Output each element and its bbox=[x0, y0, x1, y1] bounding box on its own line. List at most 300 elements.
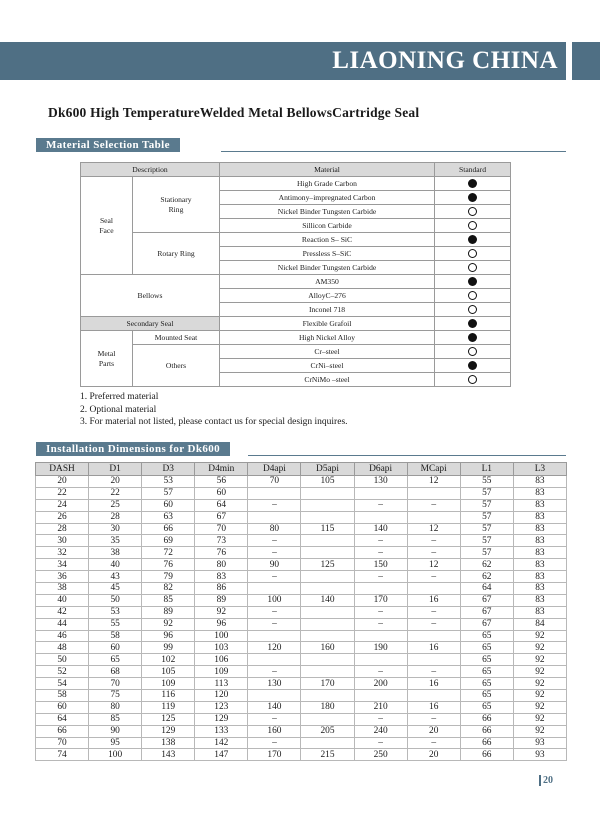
standard-cell bbox=[435, 317, 511, 331]
standard-cell bbox=[435, 359, 511, 373]
table-cell: 38 bbox=[36, 583, 89, 595]
column-header: L1 bbox=[460, 463, 513, 476]
standard-cell bbox=[435, 261, 511, 275]
stationary-ring-label: Stationary Ring bbox=[133, 177, 220, 233]
column-header: MCapi bbox=[407, 463, 460, 476]
table-cell: 103 bbox=[195, 642, 248, 654]
table-cell bbox=[354, 690, 407, 702]
table-cell: – bbox=[407, 606, 460, 618]
table-cell: 92 bbox=[513, 725, 566, 737]
table-cell: 125 bbox=[301, 559, 354, 571]
table-cell: 89 bbox=[142, 606, 195, 618]
table-cell: 65 bbox=[460, 701, 513, 713]
table-cell: 240 bbox=[354, 725, 407, 737]
section-rule bbox=[248, 455, 566, 456]
table-cell bbox=[301, 666, 354, 678]
table-cell: 35 bbox=[89, 535, 142, 547]
table-cell: – bbox=[248, 571, 301, 583]
section-heading-dimensions bbox=[36, 442, 566, 456]
table-cell: 16 bbox=[407, 594, 460, 606]
table-cell: 12 bbox=[407, 476, 460, 488]
table-cell: 67 bbox=[195, 511, 248, 523]
table-cell: 83 bbox=[513, 547, 566, 559]
table-cell: 45 bbox=[89, 583, 142, 595]
table-row bbox=[81, 345, 511, 359]
mounted-seat-label: Mounted Seat bbox=[133, 331, 220, 345]
table-cell: – bbox=[248, 618, 301, 630]
table-cell: 66 bbox=[36, 725, 89, 737]
table-cell: 30 bbox=[89, 523, 142, 535]
table-cell bbox=[301, 499, 354, 511]
table-cell bbox=[248, 487, 301, 499]
table-row bbox=[36, 642, 567, 654]
optional-circle-icon bbox=[468, 221, 477, 230]
table-cell: 92 bbox=[513, 713, 566, 725]
table-cell: 64 bbox=[460, 583, 513, 595]
header-banner bbox=[0, 42, 600, 80]
table-cell bbox=[407, 654, 460, 666]
table-cell: 83 bbox=[513, 487, 566, 499]
standard-cell bbox=[435, 233, 511, 247]
material-cell: High Nickel Alloy bbox=[220, 331, 435, 345]
table-cell: 96 bbox=[142, 630, 195, 642]
table-row bbox=[36, 511, 567, 523]
table-cell bbox=[407, 487, 460, 499]
table-cell: 22 bbox=[36, 487, 89, 499]
table-cell: 57 bbox=[460, 487, 513, 499]
table-cell: 57 bbox=[460, 535, 513, 547]
table-row bbox=[36, 535, 567, 547]
table-cell: 40 bbox=[36, 594, 89, 606]
table-cell: 32 bbox=[36, 547, 89, 559]
table-cell: 57 bbox=[142, 487, 195, 499]
table-cell: 57 bbox=[460, 523, 513, 535]
table-cell: – bbox=[248, 499, 301, 511]
table-cell bbox=[301, 487, 354, 499]
table-cell: 93 bbox=[513, 749, 566, 761]
table-cell: 50 bbox=[36, 654, 89, 666]
table-cell: 76 bbox=[195, 547, 248, 559]
table-row bbox=[81, 177, 511, 191]
table-cell bbox=[248, 630, 301, 642]
table-cell: 210 bbox=[354, 701, 407, 713]
table-cell: 80 bbox=[89, 701, 142, 713]
header-standard: Standard bbox=[435, 163, 511, 177]
table-cell: 92 bbox=[513, 630, 566, 642]
table-cell: 105 bbox=[142, 666, 195, 678]
table-cell: 60 bbox=[36, 701, 89, 713]
table-cell: 65 bbox=[460, 642, 513, 654]
optional-circle-icon bbox=[468, 291, 477, 300]
column-header: D1 bbox=[89, 463, 142, 476]
section-rule bbox=[221, 151, 566, 152]
installation-dimensions-table bbox=[35, 462, 567, 761]
table-cell: 83 bbox=[513, 606, 566, 618]
table-cell bbox=[248, 511, 301, 523]
others-label: Others bbox=[133, 345, 220, 387]
table-cell: 105 bbox=[301, 476, 354, 488]
table-cell bbox=[301, 547, 354, 559]
table-cell: 83 bbox=[513, 511, 566, 523]
table-cell: 20 bbox=[36, 476, 89, 488]
preferred-dot-icon bbox=[468, 319, 477, 328]
secondary-seal-label: Secondary Seal bbox=[81, 317, 220, 331]
table-cell: 52 bbox=[36, 666, 89, 678]
table-cell: 67 bbox=[460, 594, 513, 606]
material-selection-table bbox=[80, 162, 511, 387]
table-cell: 83 bbox=[513, 476, 566, 488]
table-cell: 95 bbox=[89, 737, 142, 749]
table-cell: 66 bbox=[460, 713, 513, 725]
table-cell: 90 bbox=[89, 725, 142, 737]
table-cell bbox=[301, 511, 354, 523]
table-cell: 180 bbox=[301, 701, 354, 713]
material-cell: Cr–steel bbox=[220, 345, 435, 359]
table-cell: 60 bbox=[89, 642, 142, 654]
table-row bbox=[36, 713, 567, 725]
table-cell: 65 bbox=[89, 654, 142, 666]
table-cell: 100 bbox=[248, 594, 301, 606]
table-row bbox=[36, 737, 567, 749]
table-row bbox=[36, 571, 567, 583]
table-cell: 140 bbox=[248, 701, 301, 713]
table-cell: 40 bbox=[89, 559, 142, 571]
table-cell: 190 bbox=[354, 642, 407, 654]
table-cell: – bbox=[354, 618, 407, 630]
table-row bbox=[36, 583, 567, 595]
table-cell: – bbox=[354, 737, 407, 749]
table-row bbox=[36, 559, 567, 571]
standard-cell bbox=[435, 303, 511, 317]
table-cell: 58 bbox=[36, 690, 89, 702]
table-cell: 62 bbox=[460, 559, 513, 571]
table-cell: 24 bbox=[36, 499, 89, 511]
table-cell bbox=[407, 511, 460, 523]
table-cell: 16 bbox=[407, 642, 460, 654]
column-header: D4api bbox=[248, 463, 301, 476]
table-cell: 30 bbox=[36, 535, 89, 547]
table-cell: 147 bbox=[195, 749, 248, 761]
table-cell: 119 bbox=[142, 701, 195, 713]
note-item: 3. For material not listed, please contact us for special design inquires. bbox=[80, 417, 348, 427]
table-cell: 170 bbox=[248, 749, 301, 761]
table-cell: – bbox=[248, 713, 301, 725]
material-cell: Nickel Binder Tungsten Carbide bbox=[220, 261, 435, 275]
table-cell: 120 bbox=[248, 642, 301, 654]
table-cell: 79 bbox=[142, 571, 195, 583]
table-cell: 34 bbox=[36, 559, 89, 571]
table-cell: 92 bbox=[195, 606, 248, 618]
optional-circle-icon bbox=[468, 347, 477, 356]
table-cell: 89 bbox=[195, 594, 248, 606]
table-cell bbox=[407, 583, 460, 595]
table-cell: 64 bbox=[195, 499, 248, 511]
table-cell: 170 bbox=[301, 678, 354, 690]
table-cell: 83 bbox=[513, 594, 566, 606]
table-cell: – bbox=[354, 499, 407, 511]
table-cell: 83 bbox=[513, 499, 566, 511]
standard-cell bbox=[435, 331, 511, 345]
table-cell: 54 bbox=[36, 678, 89, 690]
table-cell bbox=[354, 583, 407, 595]
standard-cell bbox=[435, 219, 511, 233]
standard-cell bbox=[435, 191, 511, 205]
table-cell bbox=[301, 690, 354, 702]
table-cell: 113 bbox=[195, 678, 248, 690]
table-cell: 64 bbox=[36, 713, 89, 725]
table-cell: 150 bbox=[354, 559, 407, 571]
column-header: D6api bbox=[354, 463, 407, 476]
table-row bbox=[36, 547, 567, 559]
table-cell: 142 bbox=[195, 737, 248, 749]
table-cell: 92 bbox=[513, 666, 566, 678]
table-cell: – bbox=[248, 547, 301, 559]
table-cell bbox=[301, 630, 354, 642]
optional-circle-icon bbox=[468, 249, 477, 258]
optional-circle-icon bbox=[468, 305, 477, 314]
table-cell: 74 bbox=[36, 749, 89, 761]
preferred-dot-icon bbox=[468, 277, 477, 286]
table-cell: 92 bbox=[513, 678, 566, 690]
table-cell bbox=[301, 606, 354, 618]
table-cell: – bbox=[407, 713, 460, 725]
table-cell: 160 bbox=[301, 642, 354, 654]
table-cell: 82 bbox=[142, 583, 195, 595]
table-cell: – bbox=[354, 666, 407, 678]
table-row bbox=[36, 678, 567, 690]
table-row bbox=[36, 606, 567, 618]
standard-cell bbox=[435, 177, 511, 191]
table-cell: 143 bbox=[142, 749, 195, 761]
table-cell: 44 bbox=[36, 618, 89, 630]
table-row bbox=[36, 749, 567, 761]
table-cell: 120 bbox=[195, 690, 248, 702]
section-heading-materials bbox=[36, 138, 566, 152]
table-cell: 160 bbox=[248, 725, 301, 737]
standard-cell bbox=[435, 289, 511, 303]
table-cell: 68 bbox=[89, 666, 142, 678]
seal-face-label: Seal Face bbox=[81, 177, 133, 275]
banner-title: LIAONING CHINA bbox=[332, 47, 558, 74]
standard-cell bbox=[435, 275, 511, 289]
table-cell: 60 bbox=[195, 487, 248, 499]
table-cell bbox=[248, 654, 301, 666]
table-cell: 56 bbox=[195, 476, 248, 488]
table-cell: 99 bbox=[142, 642, 195, 654]
note-item: 1. Preferred material bbox=[80, 392, 159, 402]
table-cell: 102 bbox=[142, 654, 195, 666]
table-cell bbox=[248, 690, 301, 702]
table-cell: 20 bbox=[89, 476, 142, 488]
table-cell: 66 bbox=[142, 523, 195, 535]
table-cell: 65 bbox=[460, 654, 513, 666]
material-cell: CrNi–steel bbox=[220, 359, 435, 373]
table-cell: 53 bbox=[89, 606, 142, 618]
table-cell: 66 bbox=[460, 737, 513, 749]
table-cell bbox=[407, 630, 460, 642]
table-cell: 65 bbox=[460, 630, 513, 642]
preferred-dot-icon bbox=[468, 361, 477, 370]
table-cell: 65 bbox=[460, 666, 513, 678]
table-cell: 63 bbox=[142, 511, 195, 523]
table-cell: 16 bbox=[407, 701, 460, 713]
table-cell: 80 bbox=[248, 523, 301, 535]
preferred-dot-icon bbox=[468, 235, 477, 244]
table-cell: – bbox=[407, 571, 460, 583]
material-cell: Inconel 718 bbox=[220, 303, 435, 317]
table-cell: 80 bbox=[195, 559, 248, 571]
table-cell bbox=[301, 654, 354, 666]
table-cell: 62 bbox=[460, 571, 513, 583]
table-cell: 205 bbox=[301, 725, 354, 737]
table-cell: 72 bbox=[142, 547, 195, 559]
page-number: 20 bbox=[543, 775, 553, 786]
table-cell: 100 bbox=[89, 749, 142, 761]
table-cell bbox=[301, 713, 354, 725]
table-row bbox=[36, 523, 567, 535]
table-cell: – bbox=[354, 547, 407, 559]
table-cell: 70 bbox=[36, 737, 89, 749]
table-row bbox=[81, 317, 511, 331]
table-cell: 85 bbox=[89, 713, 142, 725]
table-cell bbox=[301, 535, 354, 547]
table-row bbox=[36, 499, 567, 511]
table-cell: 76 bbox=[142, 559, 195, 571]
table-cell: 16 bbox=[407, 678, 460, 690]
table-cell: 109 bbox=[142, 678, 195, 690]
table-cell: 20 bbox=[407, 749, 460, 761]
table-cell: 215 bbox=[301, 749, 354, 761]
page-number-bar bbox=[539, 775, 541, 786]
table-cell: 130 bbox=[354, 476, 407, 488]
table-cell: 170 bbox=[354, 594, 407, 606]
table-cell bbox=[354, 630, 407, 642]
column-header: D3 bbox=[142, 463, 195, 476]
table-cell: 20 bbox=[407, 725, 460, 737]
table-cell: 12 bbox=[407, 559, 460, 571]
column-header: D4min bbox=[195, 463, 248, 476]
table-cell: 140 bbox=[301, 594, 354, 606]
table-cell: 84 bbox=[513, 618, 566, 630]
material-cell: Flexible Grafoil bbox=[220, 317, 435, 331]
table-cell: 106 bbox=[195, 654, 248, 666]
optional-circle-icon bbox=[468, 207, 477, 216]
table-cell: 38 bbox=[89, 547, 142, 559]
section-title: Installation Dimensions for Dk600 bbox=[36, 442, 230, 456]
section-title: Material Selection Table bbox=[36, 138, 180, 152]
preferred-dot-icon bbox=[468, 193, 477, 202]
column-header: D5api bbox=[301, 463, 354, 476]
table-cell: 83 bbox=[513, 559, 566, 571]
table-cell bbox=[301, 583, 354, 595]
table-cell: 93 bbox=[513, 737, 566, 749]
table-cell: 200 bbox=[354, 678, 407, 690]
preferred-dot-icon bbox=[468, 179, 477, 188]
table-cell bbox=[354, 487, 407, 499]
material-cell: CrNiMo –steel bbox=[220, 373, 435, 387]
material-cell: Sillicon Carbide bbox=[220, 219, 435, 233]
table-cell: 86 bbox=[195, 583, 248, 595]
metal-parts-label: Metal Parts bbox=[81, 331, 133, 387]
table-cell: 43 bbox=[89, 571, 142, 583]
table-cell: 250 bbox=[354, 749, 407, 761]
bellows-label: Bellows bbox=[81, 275, 220, 317]
table-cell: – bbox=[354, 606, 407, 618]
table-cell: 92 bbox=[142, 618, 195, 630]
table-cell: 25 bbox=[89, 499, 142, 511]
table-cell: 70 bbox=[195, 523, 248, 535]
material-cell: AlloyC–276 bbox=[220, 289, 435, 303]
table-row bbox=[36, 594, 567, 606]
table-cell: – bbox=[248, 535, 301, 547]
table-cell: 66 bbox=[460, 749, 513, 761]
table-cell: 57 bbox=[460, 499, 513, 511]
optional-circle-icon bbox=[468, 375, 477, 384]
table-cell: 85 bbox=[142, 594, 195, 606]
table-cell: – bbox=[407, 666, 460, 678]
table-cell: 28 bbox=[36, 523, 89, 535]
table-cell bbox=[301, 618, 354, 630]
material-cell: AM350 bbox=[220, 275, 435, 289]
table-cell: 83 bbox=[513, 583, 566, 595]
table-row bbox=[36, 725, 567, 737]
table-cell: 92 bbox=[513, 701, 566, 713]
table-cell: 58 bbox=[89, 630, 142, 642]
table-cell: 67 bbox=[460, 606, 513, 618]
standard-cell bbox=[435, 345, 511, 359]
standard-cell bbox=[435, 247, 511, 261]
table-row bbox=[36, 618, 567, 630]
table-cell: – bbox=[407, 499, 460, 511]
document-title: Dk600 High TemperatureWelded Metal BellowsCartridge Seal bbox=[48, 105, 420, 120]
rotary-ring-label: Rotary Ring bbox=[133, 233, 220, 275]
standard-cell bbox=[435, 373, 511, 387]
table-cell: 65 bbox=[460, 678, 513, 690]
table-cell: – bbox=[354, 713, 407, 725]
column-header: DASH bbox=[36, 463, 89, 476]
table-row bbox=[81, 275, 511, 289]
table-cell: 92 bbox=[513, 642, 566, 654]
header-description: Description bbox=[81, 163, 220, 177]
table-cell: 100 bbox=[195, 630, 248, 642]
table-row bbox=[36, 487, 567, 499]
table-cell: 83 bbox=[513, 535, 566, 547]
table-cell: 66 bbox=[460, 725, 513, 737]
table-cell: 133 bbox=[195, 725, 248, 737]
table-row bbox=[36, 666, 567, 678]
table-cell: 53 bbox=[142, 476, 195, 488]
material-cell: Pressless S–SiC bbox=[220, 247, 435, 261]
table-cell: 46 bbox=[36, 630, 89, 642]
table-cell bbox=[407, 690, 460, 702]
table-cell: 70 bbox=[89, 678, 142, 690]
table-cell: 70 bbox=[248, 476, 301, 488]
table-cell bbox=[301, 737, 354, 749]
material-cell: Nickel Binder Tungsten Carbide bbox=[220, 205, 435, 219]
material-cell: Reaction S– SiC bbox=[220, 233, 435, 247]
table-row bbox=[36, 701, 567, 713]
table-cell: 36 bbox=[36, 571, 89, 583]
table-cell: 125 bbox=[142, 713, 195, 725]
table-row bbox=[36, 476, 567, 488]
preferred-dot-icon bbox=[468, 333, 477, 342]
table-cell: 42 bbox=[36, 606, 89, 618]
standard-cell bbox=[435, 205, 511, 219]
table-cell bbox=[354, 511, 407, 523]
table-cell: – bbox=[248, 666, 301, 678]
table-cell: 67 bbox=[460, 618, 513, 630]
table-cell: 55 bbox=[89, 618, 142, 630]
